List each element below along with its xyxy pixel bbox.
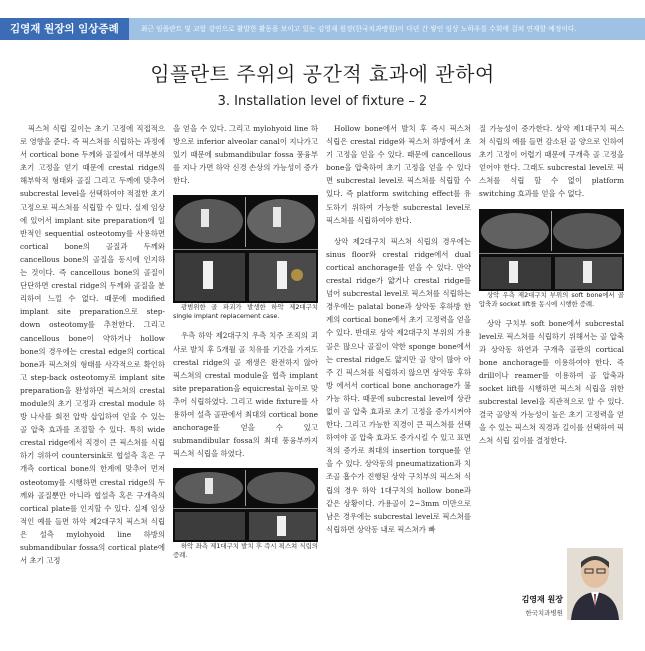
column-3 <box>326 122 471 642</box>
series-header <box>0 18 645 40</box>
author-block <box>479 548 624 628</box>
xray-figure-1 <box>173 195 318 303</box>
paragraph: 우측 하악 제2대구치 우측 치주 조직의 괴사로 발치 후 5개월 골 치유를 기간을 가져도 crestal ridge의 골 재생은 완전하지 않아 픽스쳐의 crestal module을 협측 implant site preparation을 equicrestal 높이로 맞추어 식립하였다. 그리고 wide fixture를 사용하여 설측 골판에서 최대의 cortical bone anchorage를 얻을 수 있고 submandibular fossa의 최대 풍융부까지 픽스쳐 식립을 하였다. <box>173 331 318 459</box>
xray-figure-3 <box>479 209 624 291</box>
paragraph: 질 가능성이 증가한다. 상악 제1대구치 픽스쳐 식립의 예를 들면 감소된 골 양으로 인하여 초기 고정이 어렵기 때문에 구개측 골 고정을 얻어야 한다. 그래도 subcrestal level로 픽스쳐를 식립 할 수 없이 platform switching 효과를 얻을 수 없다. <box>479 124 624 199</box>
xray-figure-2 <box>173 468 318 542</box>
author-name: 김영재 원장 <box>521 595 563 604</box>
column-4 <box>479 122 624 542</box>
figure-3-caption: 상악 우측 제2대구치 부위의 soft bone에서 골 압축과 socket lift를 동시에 시행한 증례. <box>479 290 624 308</box>
column-1 <box>20 122 165 642</box>
paragraph: Hollow bone에서 발치 후 즉시 픽스쳐 식립은 crestal ridge와 픽스쳐 하방에서 초기 고정을 얻을 수 있다. 때문에 cancellous bone을 압축하여 초기 고정을 얻을 수 있다면 subcrestal level로 픽스쳐를 식립할 수 있다. 즉 platform switching effect를 유도하기 위하여 가능한 subcrestal level로 픽스쳐를 식립하여야 한다. <box>326 124 471 225</box>
series-tag: 김영재 원장의 임상증례 <box>0 18 129 40</box>
figure-2-caption: 하악 좌측 제1대구치 발치 후 즉시 픽스쳐 식립의 증례. <box>173 542 318 560</box>
paragraph: 상악 제2대구치 픽스쳐 식립의 경우에는 sinus floor와 crestal ridge에서 dual cortical anchorage를 얻을 수 있다. 만약 crestal ridge가 얇거나 crestal ridge를 넘어 subcrestal level로 픽스쳐를 식립하는 경우에는 palatal bone과 상악동 후하방 한계의 cortical bone에서 초기 고정력을 얻을 수 있다. 반대로 상악 제2대구치 부위의 가용골은 많으나 골질이 약한 sponge bone에서는 crestal ridge도 얇지만 골 양이 많아 아주 긴 픽스쳐를 식립하지 않으면 상악동 후하방 에서서 cortical bone anchorage가 불가능 하다. 때문에 subcrestal level에 상관 없이 골 압축 효과로 초기 고정을 증가시켜야 한다. 그리고 가능한 직경이 큰 픽스쳐를 선택하여야 골 압축 효과도 증가시킬 수 있고 표면적의 증가로 최대의 insertion torque를 얻을 수 있다. 상악동의 pneumatization과 치조골 흡수가 진행된 상악 구치부의 픽스쳐 식립의 경우 하악 1대구치의 hollow bone과 같은 상황이다. 가용골이 2~3mm 미만으로 남은 경우에는 subcrestal level로 픽스쳐를 식립하면 상악동 내로 픽스쳐가 빠 <box>326 236 471 534</box>
paragraph: 을 얻을 수 있다. 그리고 mylohyoid line 하방으로 inferior alveolar canal이 지나가고 있기 때문에 submandibular fossa 풍융부를 지나 가면 하악 신경 손상의 가능성이 증가한다. <box>173 124 318 186</box>
article-title: 임플란트 주위의 공간적 효과에 관하여 <box>150 62 495 86</box>
article-subtitle: 3. Installation level of fixture – 2 <box>217 94 428 109</box>
figure-1-caption: 광범위한 골 파괴가 발생한 하악 제2대구치 single implant replacement case. <box>173 303 318 321</box>
author-photo <box>567 548 623 620</box>
series-intro: 최근 임플란트 및 교합 강연으로 활발한 활동을 보이고 있는 김영재 원장(한국치과병원)이 다년 간 쌓인 임상 노하우를 수회에 걸쳐 연재할 예정이다. <box>129 18 645 40</box>
paragraph: 상악 구치부 soft bone에서 subcrestal level로 픽스쳐를 식립하기 위해서는 골 압축과 상악동 하연과 구개측 골판의 cortical bone anchorage를 이용하여야 한다. 즉 drill이나 reamer를 이용하여 골 압축과 socket lift를 시행하면 픽스쳐 식립을 위한 subcrestal level을 직관적으로 알 수 있다. 결국 골양적 가능성이 높은 초기 고정력을 얻을 수 있는 픽스쳐 직경과 길이를 선택하여 픽스쳐 식립 깊이를 결정한다. <box>479 318 624 446</box>
paragraph: 픽스쳐 식립 깊이는 초기 고정에 직접적으로 영향을 준다. 즉 픽스쳐를 식립하는 과정에서 cortical bone 두께와 골질에서 대부분의 초기 고정을 얻기 때문에 crestal ridge의 해부학적 형태와 골질 그리고 두께에 맞추어 subcrestal level을 선택하여야 적절한 초기 고정으로 픽스쳐를 식립할 수 있다. 실제 임상에 있어서 implant site preparation에 일반적인 sequential osteotomy를 사용하면 cortical bone의 골질과 두께와 cancellous bone의 골질을 동시에 인지하는 것이다. 즉 cancellous bone의 골질이 단단하면 crestal ridge의 두께와 골질을 분리하여 느낄 수 없다. 때문에 modified implant site preparation으로 step-down osteotomy를 추천한다. 그리고 cancellous bone이 약하거나 hollow bone의 경우에는 crestal edge의 cortical bone과 픽스쳐의 형태를 사각적으로 확인하고 step-back osteotomy로 implant site preparation을 완성하면 픽스쳐의 crestal module의 초기 고정과 crestal module 하방 나사를 회전 압박 삽입하여 얻을 수 있는 골 압축 효과를 조절할 수 있다. 특히 wide crestal ridge에서 직경이 큰 픽스쳐를 식립하기 위하여 countersink로 협설측 혹은 구개측 cortical bone의 한계에 맞추어 먼저 osteotomy를 시행하면 crestal ridge의 두께와 골질뿐만 아니라 협설측 혹은 구개측의 cortical plate를 인지할 수 있다. 실제 임상적인 예를 들면 하악 제2대구치 픽스쳐 식립은 설측 mylohyoid line 하방의 submandibular fossa의 cortical plate에서 초기 고정 <box>20 124 165 566</box>
author-affiliation: 한국치과병원 <box>525 609 563 617</box>
column-2 <box>173 122 318 642</box>
